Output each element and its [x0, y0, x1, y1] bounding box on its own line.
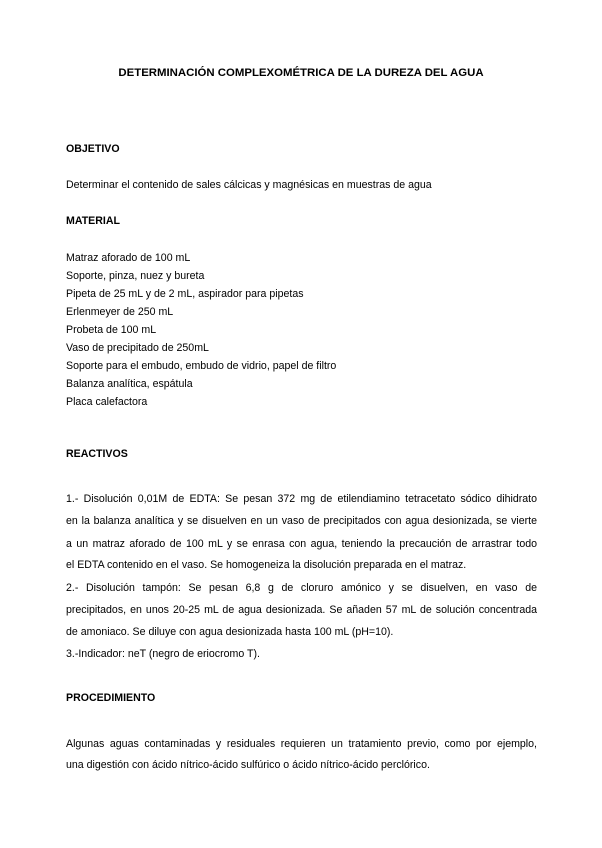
list-item: Probeta de 100 mL — [66, 324, 157, 336]
page-title: DETERMINACIÓN COMPLEXOMÉTRICA DE LA DUREZA DEL AGUA — [118, 67, 484, 79]
reactivos-line: en la balanza analítica y se disuelven en un vaso de precipitados con agua desionizada, se vierte — [66, 515, 537, 527]
objetivo-text: Determinar el contenido de sales cálcicas y magnésicas en muestras de agua — [66, 179, 432, 191]
objetivo-heading: OBJETIVO — [66, 143, 120, 155]
list-item: Soporte, pinza, nuez y bureta — [66, 270, 205, 282]
list-item: Placa calefactora — [66, 396, 148, 408]
procedimiento-line: Algunas aguas contaminadas y residuales requieren un tratamiento previo, como por ejemplo, — [66, 738, 537, 750]
reactivos-line: de amoniaco. Se diluye con agua desionizada hasta 100 mL (pH=10). — [66, 626, 394, 638]
reactivos-line: 3.-Indicador: neT (negro de eriocromo T). — [66, 648, 260, 660]
reactivos-heading: REACTIVOS — [66, 448, 128, 460]
list-item: Vaso de precipitado de 250mL — [66, 342, 209, 354]
procedimiento-heading: PROCEDIMIENTO — [66, 692, 156, 704]
list-item: Soporte para el embudo, embudo de vidrio, papel de filtro — [66, 360, 337, 372]
reactivos-line: el EDTA contenido en el vaso. Se homogeneiza la disolución preparada en el matraz. — [66, 559, 467, 571]
material-list — [66, 251, 336, 413]
reactivos-line: 1.- Disolución 0,01M de EDTA: Se pesan 372 mg de etilendiamino tetracetato sódico dihidrato — [66, 493, 537, 505]
reactivos-line: precipitados, en unos 20-25 mL de agua desionizada. Se añaden 57 mL de solución concentrada — [66, 604, 537, 616]
list-item: Pipeta de 25 mL y de 2 mL, aspirador para pipetas — [66, 288, 304, 300]
list-item: Balanza analítica, espátula — [66, 378, 193, 390]
material-heading: MATERIAL — [66, 215, 120, 227]
reactivos-line: a un matraz aforado de 100 mL y se enrasa con agua, teniendo la precaución de arrastrar todo — [66, 538, 537, 550]
reactivos-line: 2.- Disolución tampón: Se pesan 6,8 g de cloruro amónico y se disuelven, en vaso de — [66, 582, 537, 594]
list-item: Erlenmeyer de 250 mL — [66, 306, 174, 318]
list-item: Matraz aforado de 100 mL — [66, 252, 191, 264]
procedimiento-line: una digestión con ácido nítrico-ácido sulfúrico o ácido nítrico-ácido perclórico. — [66, 759, 430, 771]
